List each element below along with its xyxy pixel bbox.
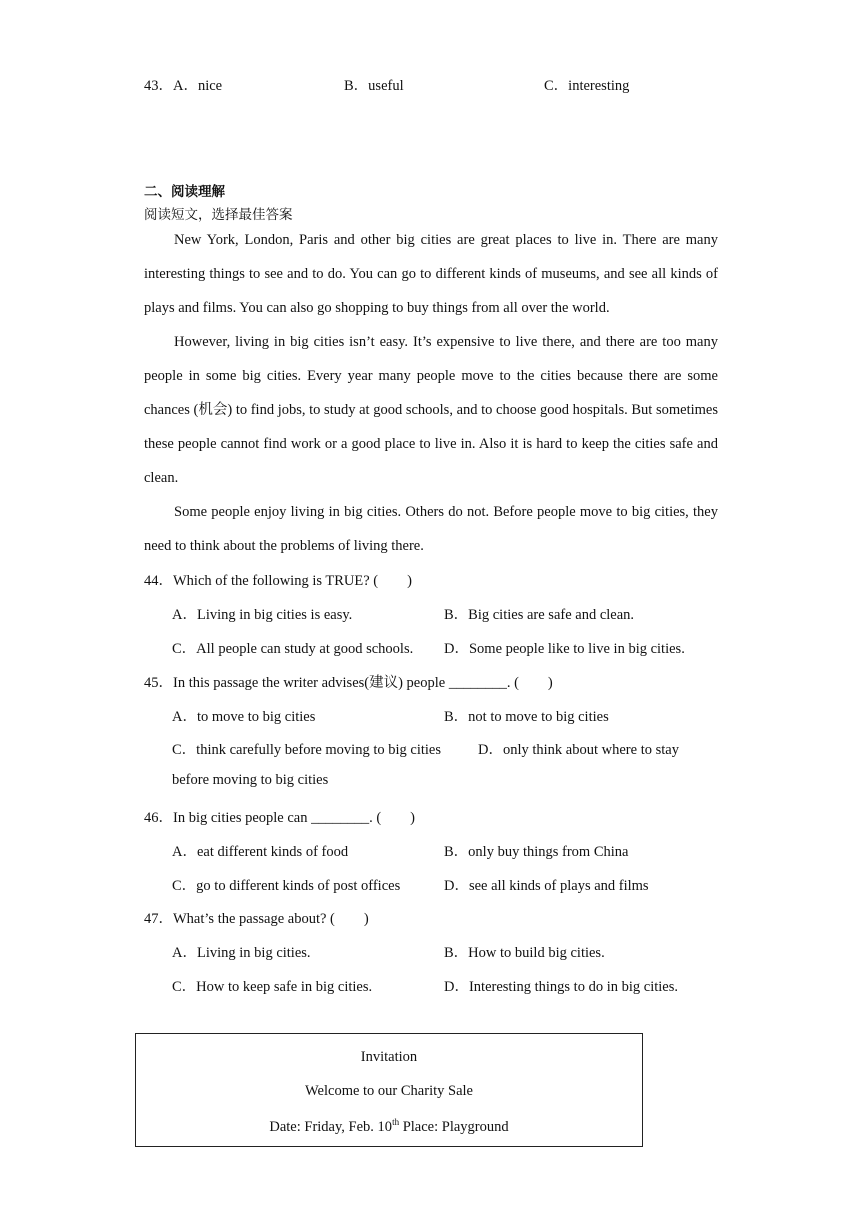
passage-paragraph: Some people enjoy living in big cities. Others do not. Before people move to big cities, they need to think about the problems of living there. [144,504,718,554]
invitation-title: Invitation [360,1049,418,1065]
q46-option-b: B．only buy things from China [444,844,629,860]
reading-passage [144,223,718,563]
invitation-place: Place: Playground [399,1118,509,1135]
q47-option-a: A．Living in big cities. [172,945,311,961]
q43-option-c: C．interesting [544,78,630,94]
invitation-box [135,1033,643,1147]
q46-option-a: A．eat different kinds of food [172,844,349,860]
q47-option-d: D．Interesting things to do in big cities. [444,979,678,995]
q47-stem: 47．What’s the passage about? ( ) [144,911,369,927]
q46-option-d: D．see all kinds of plays and films [444,878,649,894]
q43-option-b: B．useful [344,78,404,94]
q46-stem: 46．In big cities people can ________. ( ) [144,810,416,826]
q47-option-c: C．How to keep safe in big cities. [172,979,373,995]
q45-option-d: D．only think about where to stay [478,742,679,758]
q45-option-c: C．think carefully before moving to big cities [172,742,441,758]
section-heading: 二、阅读理解 [144,184,225,200]
q44-option-b: B．Big cities are safe and clean. [444,607,635,623]
passage-paragraph: New York, London, Paris and other big cities are great places to live in. There are many interesting things to see and to do. You can go to different kinds of museums, and see all kinds of plays and films. You can also go shopping to buy things from all over the world. [144,232,718,316]
q45-option-a: A．to move to big cities [172,709,316,725]
q45-stem: 45．In this passage the writer advises(建议) people ________. ( ) [144,675,553,691]
q44-option-a: A．Living in big cities is easy. [172,607,353,623]
q45-option-b: B．not to move to big cities [444,709,609,725]
q43-number: 43． [144,78,173,94]
q43-option-a: 43．A．nice [144,78,223,94]
invitation-date-place [136,1117,642,1136]
q46-option-c: C．go to different kinds of post offices [172,878,401,894]
q44-option-d: D．Some people like to live in big cities. [444,641,685,657]
q44-option-c: C．All people can study at good schools. [172,641,414,657]
invitation-date: Date: Friday, Feb. 10 [269,1118,393,1135]
passage-paragraph: However, living in big cities isn’t easy. It’s expensive to live there, and there are too many people in some big cities. Every year many people move to the cities because there are some chances (机会) to find jobs, to study at good schools, and to choose good hospitals. But sometimes these people cannot find work or a good place to live in. Also it is hard to keep the cities safe and clean. [144,334,718,486]
q45-option-d-continued: before moving to big cities [172,772,329,788]
section-instruction: 阅读短文，选择最佳答案 [144,207,293,223]
invitation-date-suffix: th [392,1117,400,1127]
q44-stem: 44．Which of the following is TRUE? ( ) [144,573,412,589]
invitation-welcome: Welcome to our Charity Sale [305,1083,473,1099]
q47-option-b: B．How to build big cities. [444,945,605,961]
